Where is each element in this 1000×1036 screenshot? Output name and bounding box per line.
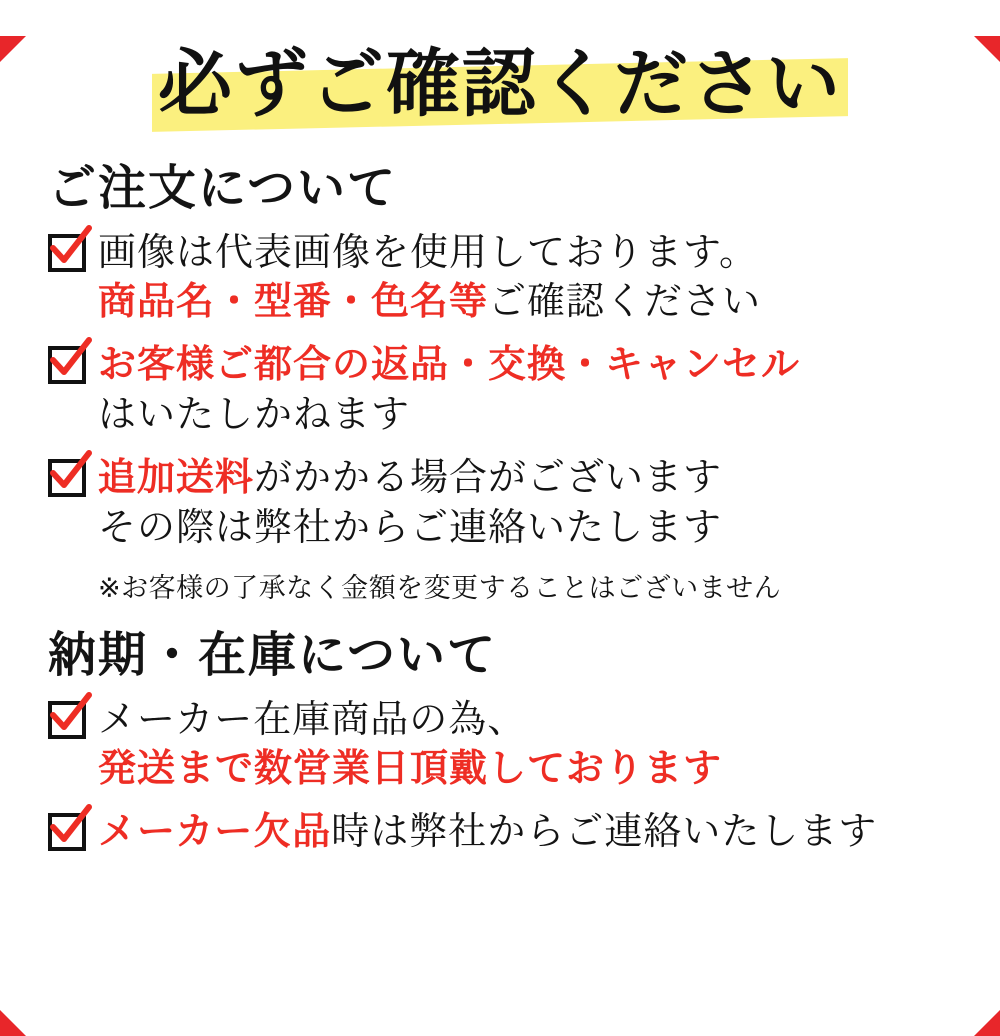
list-item-line: メーカー在庫商品の為、 xyxy=(98,696,527,741)
list-item-line: その際は弊社からご連絡いたします xyxy=(98,504,723,549)
corner-decoration-top-left xyxy=(0,36,26,62)
check-icon xyxy=(48,459,86,497)
list-item xyxy=(48,807,960,856)
plain-text: ご確認ください xyxy=(488,278,762,323)
list-item-text xyxy=(98,228,960,327)
section-heading-delivery: 納期・在庫について xyxy=(48,626,498,683)
list-item-line xyxy=(98,277,960,326)
list-item xyxy=(48,695,960,794)
list-item-text xyxy=(98,453,960,552)
list-item-line: 画像は代表画像を使用しております。 xyxy=(98,229,758,274)
section-heading-order: ご注文について xyxy=(48,160,398,216)
corner-decoration-top-right xyxy=(974,36,1000,62)
plain-text: がかかる場合がございます xyxy=(254,455,723,500)
list-item-text xyxy=(98,695,960,794)
check-icon xyxy=(48,346,86,384)
list-item-line: 発送まで数営業日頂戴しております xyxy=(98,745,723,790)
page-title-text: 必ずご確認ください xyxy=(158,41,842,127)
notice-page xyxy=(0,36,1000,1036)
page-title xyxy=(40,36,960,132)
list-item xyxy=(48,228,960,327)
emphasis-text: 商品名・型番・色名等 xyxy=(98,278,489,323)
check-icon xyxy=(48,234,86,272)
list-item xyxy=(48,340,960,439)
list-item-line: はいたしかねます xyxy=(98,391,411,436)
plain-text: 時は弊社からご連絡いたします xyxy=(331,809,878,854)
emphasis-text: 追加送料 xyxy=(98,455,255,500)
list-item xyxy=(48,453,960,552)
corner-decoration-bottom-right xyxy=(974,1010,1000,1036)
list-item-line: お客様ご都合の返品・交換・キャンセル xyxy=(98,342,801,387)
corner-decoration-bottom-left xyxy=(0,1010,26,1036)
list-item-line xyxy=(98,453,960,502)
list-item-note: ※お客様の了承なく金額を変更することはございません xyxy=(98,572,782,604)
check-icon xyxy=(48,813,86,851)
list-item-line xyxy=(98,807,960,856)
list-item-text xyxy=(98,807,960,856)
emphasis-text: メーカー欠品 xyxy=(98,809,332,854)
check-icon xyxy=(48,701,86,739)
list-item-text xyxy=(98,340,960,439)
